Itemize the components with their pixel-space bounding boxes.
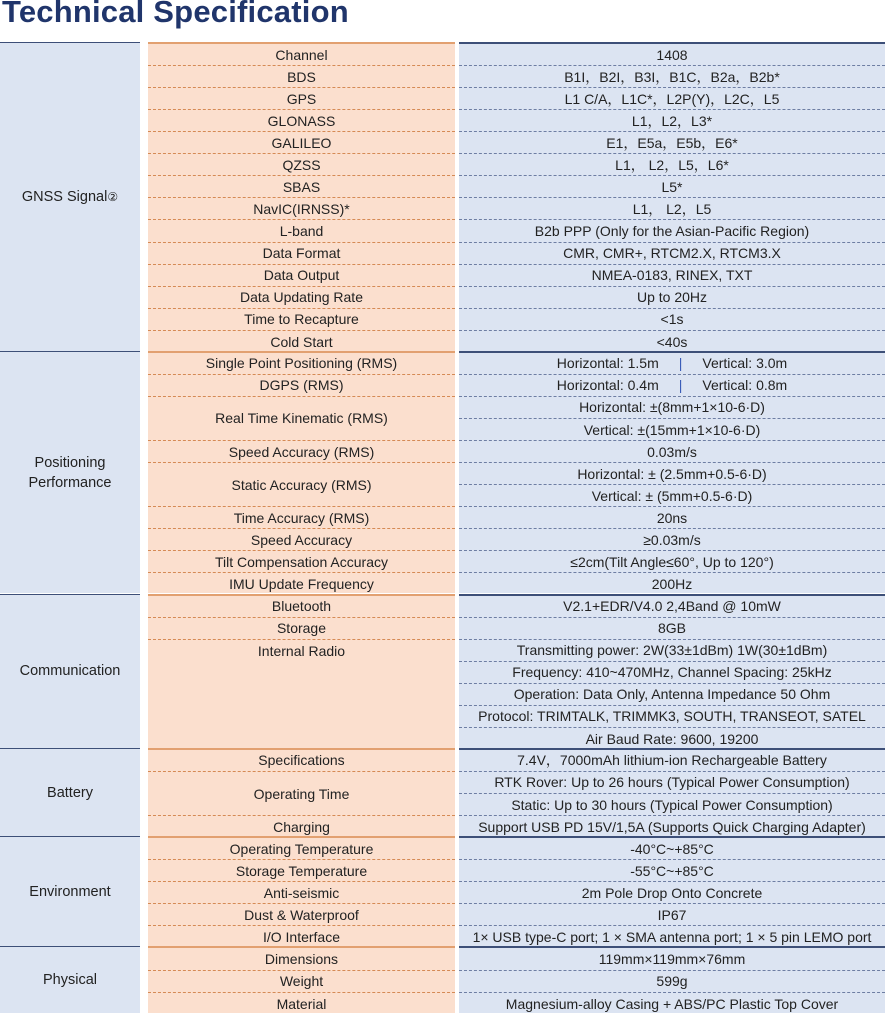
spec-name: IMU Update Frequency	[229, 576, 374, 593]
spec-name: Single Point Positioning (RMS)	[148, 353, 455, 375]
section-label-text: Communication	[19, 663, 121, 680]
spec-name: DGPS (RMS)	[148, 375, 455, 397]
spec-name: Internal Radio	[257, 642, 346, 659]
section-label-text: Environment	[29, 883, 111, 900]
spec-value-horizontal: Horizontal: 0.4m	[556, 377, 659, 394]
spec-value: 2m Pole Drop Onto Concrete	[459, 882, 885, 904]
spec-value	[459, 375, 885, 397]
spec-value: B2b PPP (Only for the Asian-Pacific Region)	[459, 220, 885, 242]
spec-value: Transmitting power: 2W(33±1dBm) 1W(30±1dBm)	[459, 640, 885, 662]
spec-name: Operating Temperature	[148, 838, 455, 860]
spec-value: 200Hz	[651, 576, 693, 593]
spec-value: Protocol: TRIMTALK, TRIMMK3, SOUTH, TRANSEOT, SATEL	[459, 706, 885, 728]
spec-name: Data Format	[148, 243, 455, 265]
spec-name: Speed Accuracy	[148, 529, 455, 551]
spec-value: 1× USB type-C port; 1 × SMA antenna port; 1 × 5 pin LEMO port	[472, 929, 872, 946]
spec-value-column	[459, 748, 885, 836]
spec-value	[459, 353, 885, 375]
spec-value-column	[459, 351, 885, 594]
spec-name: Tilt Compensation Accuracy	[148, 551, 455, 573]
spec-value: ≥0.03m/s	[459, 529, 885, 551]
spec-value: Operation: Data Only, Antenna Impedance 50 Ohm	[459, 684, 885, 706]
spec-value: -40°C~+85°C	[459, 838, 885, 860]
spec-value: 7.4V，7000mAh lithium-ion Rechargeable Battery	[459, 750, 885, 772]
spec-value-vertical: Vertical: 0.8m	[702, 377, 788, 394]
spec-name: Operating Time	[148, 772, 455, 816]
spec-name-column	[148, 351, 455, 594]
section-label-text: Battery	[47, 784, 93, 801]
spec-name: Time Accuracy (RMS)	[148, 507, 455, 529]
spec-value: L1 C/A，L1C*，L2P(Y)，L2C，L5	[459, 88, 885, 110]
spec-value: 8GB	[459, 618, 885, 640]
spec-name-column	[148, 748, 455, 836]
spec-value-horizontal: Horizontal: 1.5m	[556, 355, 659, 372]
section-label-text: GNSS Signal	[21, 188, 108, 205]
spec-value-column	[459, 594, 885, 748]
spec-value: Frequency: 410~470MHz, Channel Spacing: 25kHz	[459, 662, 885, 684]
spec-value: Static: Up to 30 hours (Typical Power Consumption)	[459, 794, 885, 816]
spec-name: Material	[276, 995, 327, 1012]
spec-name: GALILEO	[148, 132, 455, 154]
section-label	[0, 836, 140, 946]
spec-name: Cold Start	[270, 333, 333, 350]
spec-name: Channel	[148, 44, 455, 66]
section-label	[0, 351, 140, 594]
spec-value: 119mm×119mm×76mm	[459, 948, 885, 970]
section-label	[0, 748, 140, 836]
spec-value: 0.03m/s	[459, 441, 885, 463]
section-label	[0, 594, 140, 748]
spec-name: Charging	[273, 819, 330, 836]
spec-value: 599g	[459, 971, 885, 993]
spec-name: Bluetooth	[148, 596, 455, 618]
spec-value: Vertical: ± (5mm+0.5-6·D)	[459, 485, 885, 507]
spec-name: GLONASS	[148, 110, 455, 132]
spec-value: <40s	[656, 333, 688, 350]
spec-name: Storage Temperature	[148, 860, 455, 882]
spec-value: CMR, CMR+, RTCM2.X, RTCM3.X	[459, 243, 885, 265]
spec-name: BDS	[148, 66, 455, 88]
spec-value: Support USB PD 15V/1,5A (Supports Quick Charging Adapter)	[478, 819, 866, 836]
spec-name: SBAS	[148, 176, 455, 198]
spec-value: Horizontal: ±(8mm+1×10-6·D)	[459, 397, 885, 419]
spec-name-column	[148, 946, 455, 1012]
spec-name: QZSS	[148, 154, 455, 176]
spec-value-column	[459, 946, 885, 1012]
spec-value-column	[459, 42, 885, 351]
spec-value: Vertical: ±(15mm+1×10-6·D)	[459, 419, 885, 441]
spec-value: RTK Rover: Up to 26 hours (Typical Power Consumption)	[459, 772, 885, 794]
spec-value: <1s	[459, 309, 885, 331]
spec-name: GPS	[148, 88, 455, 110]
spec-value: B1I，B2I，B3I，B1C，B2a，B2b*	[459, 66, 885, 88]
spec-name: Specifications	[148, 750, 455, 772]
spec-name: Storage	[148, 618, 455, 640]
spec-name: Weight	[148, 971, 455, 993]
spec-name-column	[148, 42, 455, 351]
spec-value: 1408	[459, 44, 885, 66]
spec-name-column	[148, 594, 455, 748]
spec-name: Data Output	[148, 265, 455, 287]
spec-name: Anti-seismic	[148, 882, 455, 904]
page-title: Technical Specification	[2, 0, 349, 29]
spec-value: -55°C~+85°C	[459, 860, 885, 882]
spec-name: Speed Accuracy (RMS)	[148, 441, 455, 463]
footnote-marker: ②	[107, 189, 119, 204]
section-label	[0, 42, 140, 351]
value-separator: |	[678, 355, 683, 372]
section-label-text: Physical	[43, 972, 97, 989]
spec-value: Up to 20Hz	[459, 287, 885, 309]
spec-name: Static Accuracy (RMS)	[148, 463, 455, 507]
spec-name: Dust & Waterproof	[148, 904, 455, 926]
spec-value: L1， L2，L5，L6*	[459, 154, 885, 176]
section-label	[0, 946, 140, 1012]
spec-value-column	[459, 836, 885, 946]
spec-name: I/O Interface	[262, 929, 341, 946]
spec-value: Horizontal: ± (2.5mm+0.5-6·D)	[459, 463, 885, 485]
spec-value: E1，E5a，E5b，E6*	[459, 132, 885, 154]
spec-value: V2.1+EDR/V4.0 2,4Band @ 10mW	[459, 596, 885, 618]
spec-value: L1，L2，L3*	[459, 110, 885, 132]
spec-name: L-band	[148, 220, 455, 242]
spec-value-vertical: Vertical: 3.0m	[702, 355, 788, 372]
spec-name: Time to Recapture	[148, 309, 455, 331]
spec-value: L1， L2，L5	[459, 198, 885, 220]
spec-name: Dimensions	[148, 948, 455, 970]
spec-value: NMEA-0183, RINEX, TXT	[459, 265, 885, 287]
spec-value: IP67	[459, 904, 885, 926]
spec-value: 20ns	[459, 507, 885, 529]
spec-name: Real Time Kinematic (RMS)	[148, 397, 455, 441]
spec-name-column	[148, 836, 455, 946]
spec-value: Air Baud Rate: 9600, 19200	[585, 730, 759, 747]
spec-value: L5*	[459, 176, 885, 198]
spec-name: NavIC(IRNSS)*	[148, 198, 455, 220]
value-separator: |	[678, 377, 683, 394]
section-label-text: Positioning Performance	[28, 454, 112, 491]
spec-name: Data Updating Rate	[148, 287, 455, 309]
spec-value: ≤2cm(Tilt Angle≤60°, Up to 120°)	[459, 551, 885, 573]
spec-value: Magnesium-alloy Casing + ABS/PC Plastic Top Cover	[505, 995, 839, 1012]
